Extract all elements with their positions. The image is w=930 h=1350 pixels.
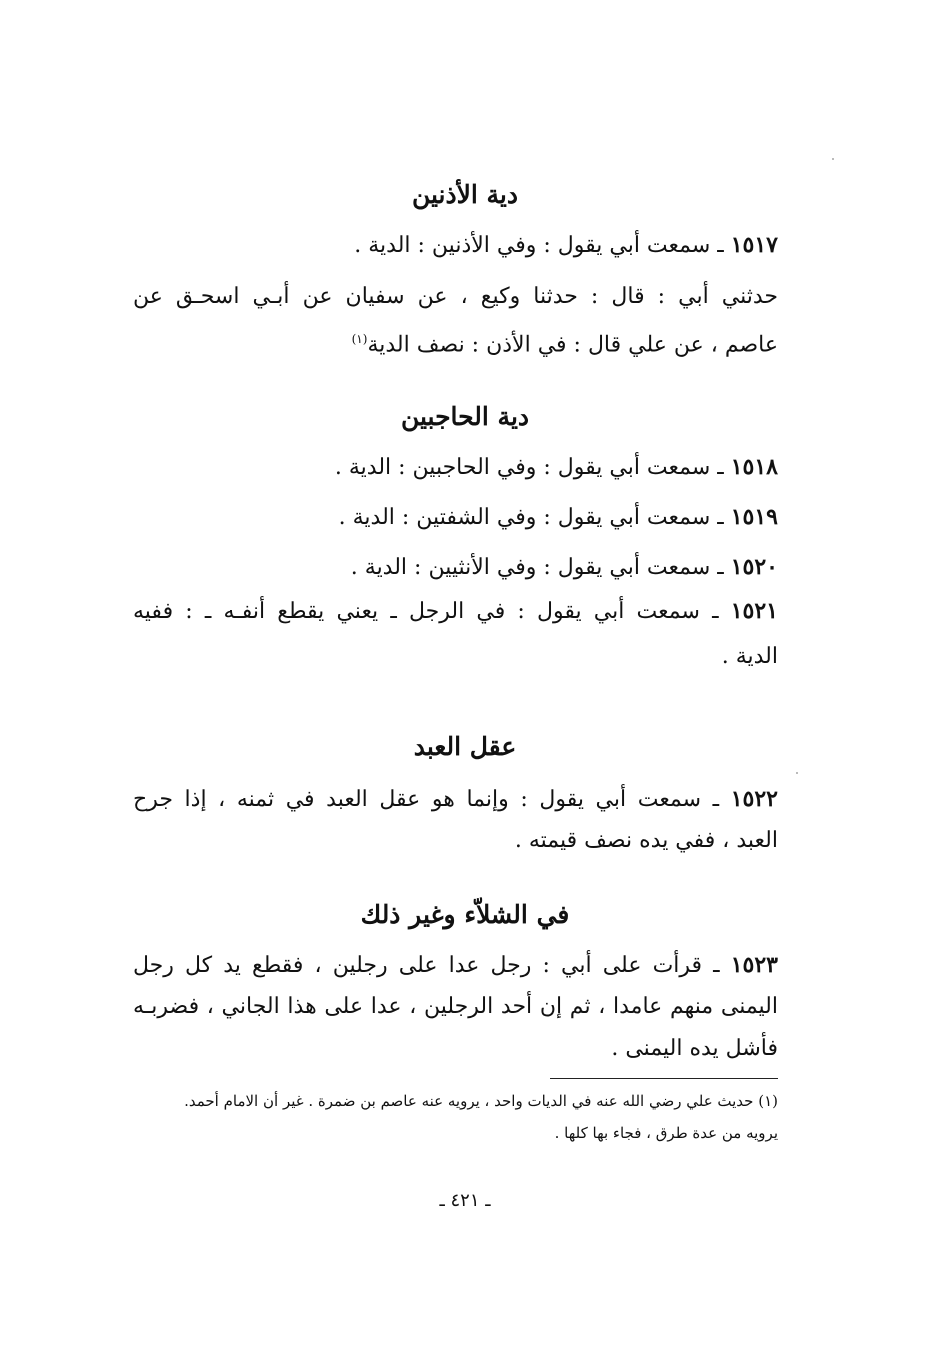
footnote-marker: (١) [351, 332, 368, 346]
text-line [133, 948, 778, 982]
section-heading: في الشلاّء وغير ذلك [360, 900, 570, 929]
hadith-number: ١٥٢٢ [730, 786, 778, 812]
line-text: ـ قرأت على أبي : رجل عدا على رجلين ، فقطع يد كل رجل [133, 953, 731, 978]
text-line [351, 550, 778, 584]
hadith-number: ١٥١٩ [730, 504, 778, 530]
line-text: ـ سمعت أبي يقول : وإنما هو عقل العبد في ثمنه ، إذا جرح [133, 787, 731, 812]
line-text: ـ سمعت أبي يقول : في الرجل ـ يعني يقطع أنفـه ـ : ففيه [133, 599, 731, 624]
page-number: ـ ٤٢١ ـ [439, 1190, 491, 1211]
scan-speck [796, 772, 798, 774]
hadith-number: ١٥٢٣ [730, 952, 778, 978]
text-line: الدية . [721, 644, 778, 669]
text-line: اليمنى منهم عامدا ، ثم إن أحد الرجلين ، عدا على هذا الجاني ، فضربـه [133, 994, 778, 1019]
hadith-number: ١٥٢١ [730, 598, 778, 624]
hadith-number: ١٥١٧ [730, 232, 778, 258]
section-heading: دية الأذنين [411, 180, 519, 209]
line-text: عاصم ، عن علي قال : في الأذن : نصف الدية [367, 332, 778, 358]
footnote-line: (١) حديث علي رضي الله عنه في الديات واحد ، يرويه عنه عاصم بن ضمرة . غير أن الامام أحمد. [184, 1092, 778, 1110]
section-heading: عقل العبد [413, 732, 517, 761]
footnote-rule [550, 1078, 778, 1079]
text-line: فأشل يده اليمنى . [611, 1036, 778, 1061]
line-text: ـ سمعت أبي يقول : وفي الأذنين : الدية . [354, 233, 731, 258]
line-text: ـ سمعت أبي يقول : وفي الأنثيين : الدية . [350, 555, 731, 580]
text-line [335, 450, 778, 484]
scan-speck [832, 158, 834, 160]
text-line [339, 500, 778, 534]
footnote-line: يرويه من عدة طرق ، فجاء بها كلها . [554, 1124, 778, 1142]
line-text: ـ سمعت أبي يقول : وفي الشفتين : الدية . [338, 505, 731, 530]
text-line: العبد ، ففي يده نصف قيمته . [514, 828, 778, 853]
section-heading: دية الحاجبين [400, 402, 530, 431]
hadith-number: ١٥١٨ [730, 454, 778, 480]
text-line [354, 228, 778, 262]
text-line [352, 322, 778, 356]
line-text: ـ سمعت أبي يقول : وفي الحاجبين : الدية . [334, 455, 731, 480]
text-line [133, 594, 778, 628]
text-line: حدثني أبي : قال : حدثنا وكيع ، عن سفيان عن أبـي اسحـق عن [133, 284, 778, 309]
text-line [133, 782, 778, 816]
hadith-number: ١٥٢٠ [730, 554, 778, 580]
